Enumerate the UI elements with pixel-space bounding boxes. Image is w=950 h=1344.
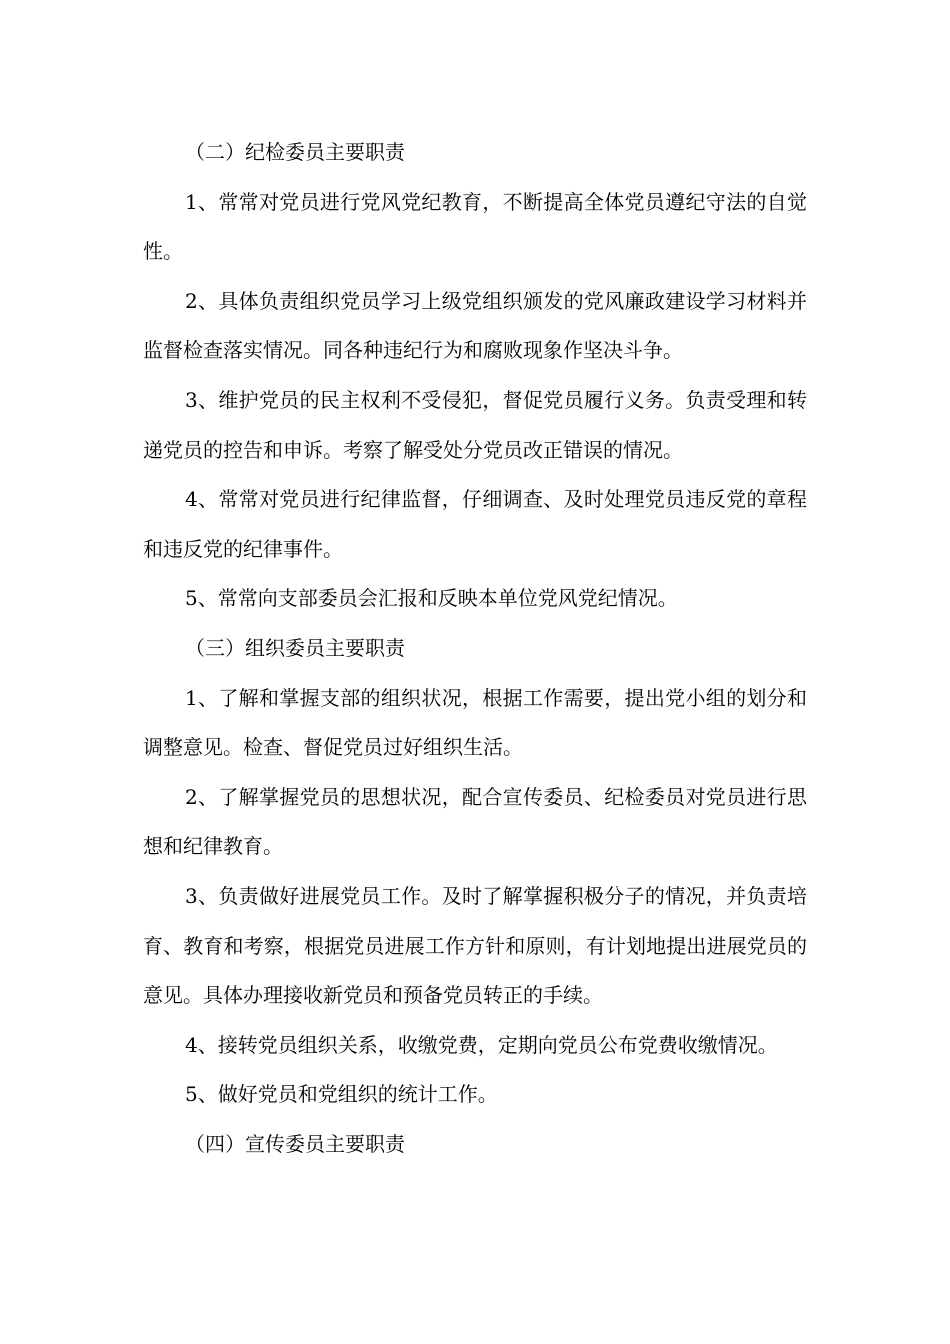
paragraph-discipline-1: 1、常常对党员进行党风党纪教育，不断提高全体党员遵纪守法的自觉性。 — [143, 189, 807, 264]
paragraph-organization-4: 4、接转党员组织关系，收缴党费，定期向党员公布党费收缴情况。 — [185, 1032, 778, 1057]
paragraph-discipline-3: 3、维护党员的民主权利不受侵犯，督促党员履行义务。负责受理和转递党员的控告和申诉。考察了解受处分党员改正错误的情况。 — [143, 387, 807, 462]
section-heading-organization: （三）组织委员主要职责 — [185, 635, 405, 660]
paragraph-organization-1: 1、了解和掌握支部的组织状况，根据工作需要，提出党小组的划分和调整意见。检查、督促党员过好组织生活。 — [143, 685, 807, 760]
paragraph-discipline-4: 4、常常对党员进行纪律监督，仔细调查、及时处理党员违反党的章程和违反党的纪律事件。 — [143, 487, 807, 561]
paragraph-organization-2: 2、了解掌握党员的思想状况，配合宣传委员、纪检委员对党员进行思想和纪律教育。 — [143, 784, 807, 859]
section-heading-discipline: （二）纪检委员主要职责 — [185, 140, 405, 164]
paragraph-discipline-2: 2、具体负责组织党员学习上级党组织颁发的党风廉政建设学习材料并监督检查落实情况。同各种违纪行为和腐败现象作坚决斗争。 — [143, 288, 807, 363]
paragraph-organization-3: 3、负责做好进展党员工作。及时了解掌握积极分子的情况，并负责培育、教育和考察，根据党员进展工作方针和原则，有计划地提出进展党员的意见。具体办理接收新党员和预备党员转正的手续。 — [143, 883, 807, 1008]
paragraph-organization-5: 5、做好党员和党组织的统计工作。 — [185, 1082, 498, 1107]
document-body — [143, 128, 807, 1169]
section-heading-propaganda: （四）宣传委员主要职责 — [185, 1131, 405, 1156]
paragraph-discipline-5: 5、常常向支部委员会汇报和反映本单位党风党纪情况。 — [185, 586, 678, 611]
